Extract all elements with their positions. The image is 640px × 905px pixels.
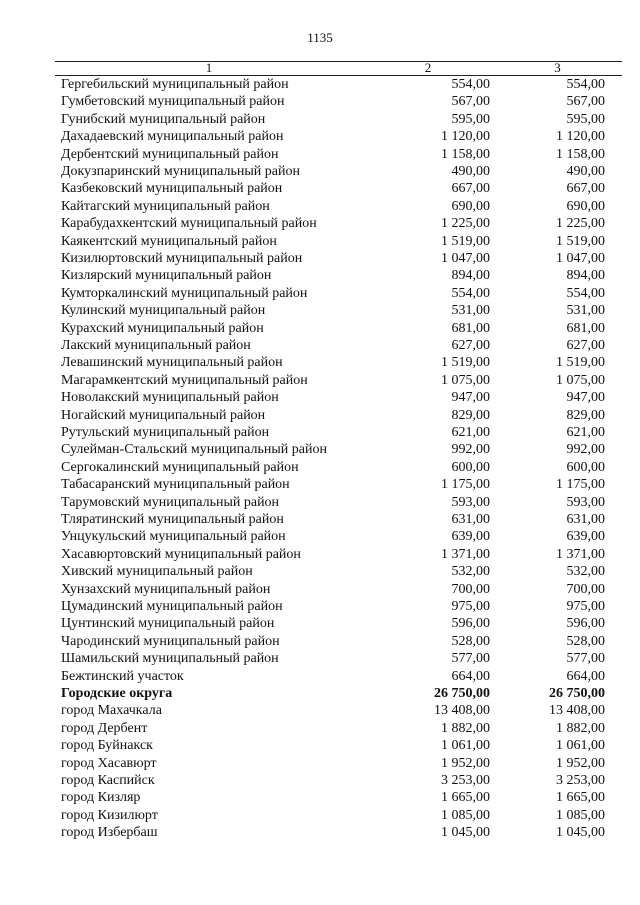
table-row xyxy=(55,233,622,250)
row-name: Хунзахский муниципальный район xyxy=(61,581,271,597)
row-value-col2: 554,00 xyxy=(451,285,490,301)
row-name: Магарамкентский муниципальный район xyxy=(61,372,308,388)
row-value-col3: 1 175,00 xyxy=(556,477,605,493)
table-row xyxy=(55,650,622,667)
row-value-col3: 1 371,00 xyxy=(556,546,605,562)
row-value-col3: 1 120,00 xyxy=(556,129,605,145)
row-name: Докузпаринский муниципальный район xyxy=(61,164,300,179)
header-col-3: 3 xyxy=(554,60,561,75)
table-row xyxy=(55,633,622,650)
row-name: город Избербаш xyxy=(61,825,158,841)
row-name: Цунтинский муниципальный район xyxy=(61,616,275,632)
row-value-col2: 532,00 xyxy=(451,564,490,580)
row-value-col2: 596,00 xyxy=(451,616,490,632)
row-name: Хасавюртовский муниципальный район xyxy=(61,546,301,562)
row-value-col2: 829,00 xyxy=(451,407,490,423)
row-name: Каякентский муниципальный район xyxy=(61,233,277,249)
row-name: Табасаранский муниципальный район xyxy=(61,477,290,493)
row-name: Тляратинский муниципальный район xyxy=(61,512,284,527)
table-row xyxy=(55,563,622,580)
row-value-col3: 1 225,00 xyxy=(556,216,605,232)
row-value-col2: 1 952,00 xyxy=(441,755,490,771)
page-number: 1135 xyxy=(307,30,333,45)
row-name: город Каспийск xyxy=(61,773,155,788)
row-name: Цумадинский муниципальный район xyxy=(61,599,283,614)
table-row xyxy=(55,441,622,458)
row-value-col2: 700,00 xyxy=(451,581,490,597)
row-name: Кизлярский муниципальный район xyxy=(61,268,272,284)
row-name: Сергокалинский муниципальный район xyxy=(61,459,299,475)
row-value-col2: 577,00 xyxy=(451,651,490,667)
table-row xyxy=(55,424,622,441)
row-name: Шамильский муниципальный район xyxy=(61,651,279,667)
row-value-col3: 596,00 xyxy=(566,616,605,632)
row-value-col2: 593,00 xyxy=(451,494,490,510)
table-row xyxy=(55,824,622,841)
row-name: Кизилюртовский муниципальный район xyxy=(61,251,303,266)
row-name: Унцукульский муниципальный район xyxy=(61,529,286,545)
table-row xyxy=(55,198,622,215)
row-name: Рутульский муниципальный район xyxy=(61,425,270,440)
table-row xyxy=(55,215,622,232)
table-row xyxy=(55,285,622,302)
row-name: Новолакский муниципальный район xyxy=(61,390,279,406)
table-row xyxy=(55,337,622,354)
table-row xyxy=(55,407,622,424)
row-value-col2: 600,00 xyxy=(451,459,490,475)
row-value-col3: 664,00 xyxy=(566,668,605,684)
row-name: Ногайский муниципальный район xyxy=(61,407,266,423)
table-row xyxy=(55,320,622,337)
row-value-col3: 1 061,00 xyxy=(556,738,605,754)
row-name: город Дербент xyxy=(61,720,148,736)
row-value-col2: 992,00 xyxy=(451,442,490,458)
row-name: Кулинский муниципальный район xyxy=(61,303,266,319)
row-name: Городские округа xyxy=(61,686,173,701)
row-value-col3: 3 253,00 xyxy=(556,773,605,788)
row-value-col2: 531,00 xyxy=(451,303,490,319)
row-value-col3: 667,00 xyxy=(566,181,605,197)
row-value-col3: 992,00 xyxy=(566,442,605,458)
row-value-col2: 1 225,00 xyxy=(441,216,490,232)
row-value-col3: 26 750,00 xyxy=(549,686,605,701)
row-value-col3: 532,00 xyxy=(566,564,605,580)
row-value-col3: 554,00 xyxy=(566,285,605,301)
header-col-2: 2 xyxy=(424,60,432,75)
row-name: Курахский муниципальный район xyxy=(61,320,264,336)
row-name: город Махачкала xyxy=(61,703,162,719)
row-name: Сулейман-Стальский муниципальный район xyxy=(61,442,327,458)
row-name: город Буйнакск xyxy=(61,738,153,754)
row-value-col3: 681,00 xyxy=(566,320,605,336)
table-row xyxy=(55,772,622,789)
row-value-col3: 528,00 xyxy=(566,633,605,649)
row-name: Тарумовский муниципальный район xyxy=(61,494,280,510)
table-row xyxy=(55,737,622,754)
row-value-col3: 567,00 xyxy=(566,94,605,110)
table-row xyxy=(55,581,622,598)
row-value-col2: 1 175,00 xyxy=(441,477,490,493)
table-row xyxy=(55,267,622,284)
row-value-col2: 894,00 xyxy=(451,268,490,284)
row-value-col2: 975,00 xyxy=(451,599,490,614)
row-value-col3: 1 075,00 xyxy=(556,372,605,388)
table-row xyxy=(55,93,622,110)
row-value-col2: 1 075,00 xyxy=(441,372,490,388)
row-value-col3: 700,00 xyxy=(566,581,605,597)
table-row xyxy=(55,389,622,406)
row-name: Гунибский муниципальный район xyxy=(61,111,266,127)
row-value-col3: 627,00 xyxy=(566,338,605,353)
row-value-col3: 1 882,00 xyxy=(556,720,605,736)
table-row xyxy=(55,598,622,615)
row-name: Бежтинский участок xyxy=(61,668,184,684)
row-name: Гергебильский муниципальный район xyxy=(61,77,289,92)
table-row xyxy=(55,372,622,389)
row-value-col3: 554,00 xyxy=(566,77,605,92)
row-value-col2: 554,00 xyxy=(451,77,490,92)
table-row xyxy=(55,128,622,145)
header-col-1: 1 xyxy=(205,60,213,75)
row-value-col2: 947,00 xyxy=(451,390,490,406)
row-name: Дахадаевский муниципальный район xyxy=(61,129,284,145)
row-value-col3: 975,00 xyxy=(566,599,605,614)
table-row xyxy=(55,354,622,371)
row-value-col2: 639,00 xyxy=(451,529,490,545)
row-value-col2: 1 519,00 xyxy=(441,355,490,371)
row-value-col3: 593,00 xyxy=(566,494,605,510)
row-value-col3: 1 045,00 xyxy=(556,825,605,841)
row-name: Карабудахкентский муниципальный район xyxy=(61,216,317,232)
row-value-col2: 13 408,00 xyxy=(434,703,490,719)
row-name: Казбековский муниципальный район xyxy=(61,181,283,197)
row-value-col2: 1 047,00 xyxy=(441,251,490,266)
table-row xyxy=(55,685,622,702)
table-row xyxy=(55,755,622,772)
table-row xyxy=(55,528,622,545)
row-value-col3: 621,00 xyxy=(566,425,605,440)
row-value-col3: 577,00 xyxy=(566,651,605,667)
row-value-col2: 1 120,00 xyxy=(441,129,490,145)
table-row xyxy=(55,163,622,180)
row-value-col3: 1 085,00 xyxy=(556,807,605,823)
table-row xyxy=(55,511,622,528)
row-value-col3: 1 519,00 xyxy=(556,233,605,249)
row-value-col3: 1 047,00 xyxy=(556,251,605,266)
row-name: Чародинский муниципальный район xyxy=(61,633,280,649)
row-value-col2: 690,00 xyxy=(451,198,490,214)
table-row xyxy=(55,615,622,632)
table-row xyxy=(55,546,622,563)
row-value-col3: 1 952,00 xyxy=(556,755,605,771)
row-value-col2: 621,00 xyxy=(451,425,490,440)
row-name: Хивский муниципальный район xyxy=(61,564,253,580)
row-value-col2: 667,00 xyxy=(451,181,490,197)
table-row xyxy=(55,807,622,824)
table-row xyxy=(55,459,622,476)
table-row xyxy=(55,720,622,737)
row-value-col3: 1 665,00 xyxy=(556,790,605,806)
table-row xyxy=(55,146,622,163)
row-value-col2: 1 158,00 xyxy=(441,146,490,162)
table-row xyxy=(55,76,622,93)
table-row xyxy=(55,702,622,719)
row-value-col2: 528,00 xyxy=(451,633,490,649)
row-value-col3: 829,00 xyxy=(566,407,605,423)
row-value-col2: 490,00 xyxy=(451,164,490,179)
row-value-col2: 1 665,00 xyxy=(441,790,490,806)
row-value-col3: 13 408,00 xyxy=(549,703,605,719)
row-value-col2: 681,00 xyxy=(451,320,490,336)
row-name: Кумторкалинский муниципальный район xyxy=(61,285,308,301)
row-value-col3: 631,00 xyxy=(566,512,605,527)
row-value-col2: 1 371,00 xyxy=(441,546,490,562)
row-name: Лакский муниципальный район xyxy=(61,338,251,353)
row-name: Кайтагский муниципальный район xyxy=(61,198,270,214)
table-row xyxy=(55,789,622,806)
row-value-col3: 1 519,00 xyxy=(556,355,605,371)
row-value-col2: 631,00 xyxy=(451,512,490,527)
row-name: город Кизляр xyxy=(61,790,141,806)
row-value-col2: 3 253,00 xyxy=(441,773,490,788)
row-value-col2: 595,00 xyxy=(451,111,490,127)
row-name: Левашинский муниципальный район xyxy=(61,355,283,371)
row-value-col3: 1 158,00 xyxy=(556,146,605,162)
table-row xyxy=(55,476,622,493)
row-value-col3: 490,00 xyxy=(566,164,605,179)
row-value-col2: 1 061,00 xyxy=(441,738,490,754)
row-value-col2: 1 085,00 xyxy=(441,807,490,823)
row-value-col2: 1 882,00 xyxy=(441,720,490,736)
row-value-col2: 1 045,00 xyxy=(441,825,490,841)
row-value-col2: 26 750,00 xyxy=(434,686,490,701)
table-row xyxy=(55,180,622,197)
row-name: Дербентский муниципальный район xyxy=(61,146,279,162)
row-value-col2: 664,00 xyxy=(451,668,490,684)
row-value-col3: 894,00 xyxy=(566,268,605,284)
row-value-col3: 600,00 xyxy=(566,459,605,475)
row-value-col2: 567,00 xyxy=(451,94,490,110)
row-value-col2: 627,00 xyxy=(451,338,490,353)
row-value-col3: 595,00 xyxy=(566,111,605,127)
row-value-col3: 531,00 xyxy=(566,303,605,319)
row-value-col3: 639,00 xyxy=(566,529,605,545)
table-row xyxy=(55,494,622,511)
table-row xyxy=(55,250,622,267)
row-value-col2: 1 519,00 xyxy=(441,233,490,249)
row-value-col3: 690,00 xyxy=(566,198,605,214)
table-row xyxy=(55,302,622,319)
row-name: Гумбетовский муниципальный район xyxy=(61,94,285,110)
table-row xyxy=(55,111,622,128)
row-value-col3: 947,00 xyxy=(566,390,605,406)
table-row xyxy=(55,668,622,685)
row-name: город Кизилюрт xyxy=(61,807,158,823)
row-name: город Хасавюрт xyxy=(61,755,157,771)
